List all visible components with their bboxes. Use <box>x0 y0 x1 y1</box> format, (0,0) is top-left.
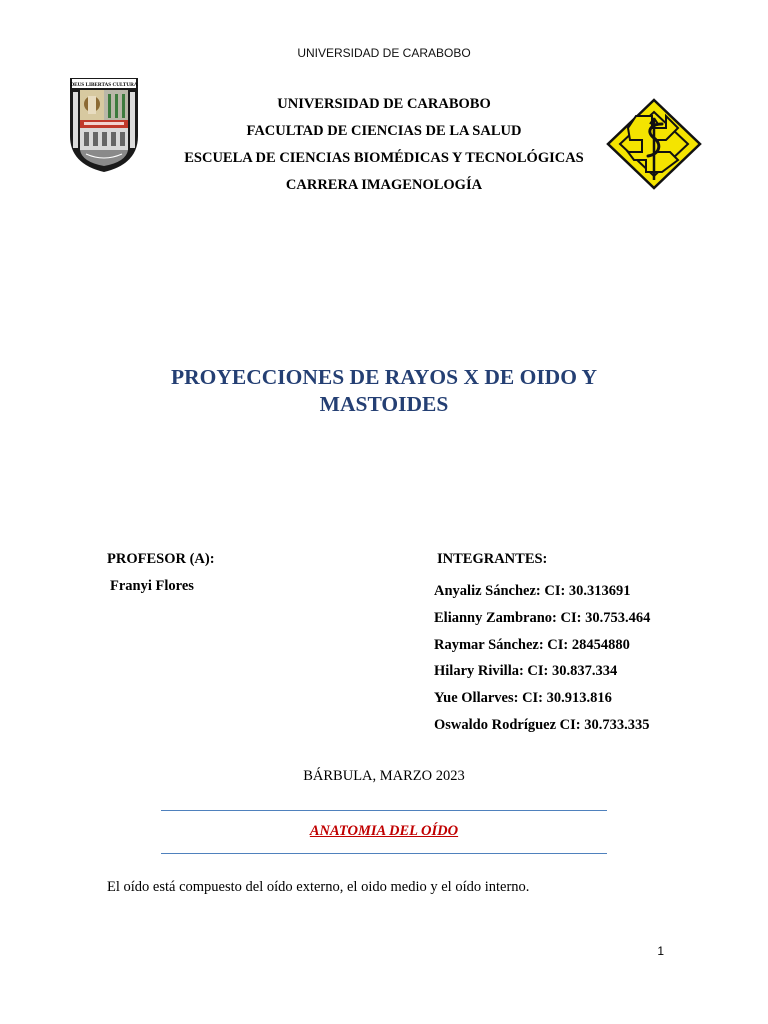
member-item: Raymar Sánchez: CI: 28454880 <box>434 636 630 653</box>
members-list <box>434 578 650 739</box>
document-title-line-1: PROYECCIONES DE RAYOS X DE OIDO Y <box>170 365 598 389</box>
body-paragraph: El oído está compuesto del oído externo, el oido medio y el oído interno. <box>107 879 530 895</box>
page-number: 1 <box>657 944 664 958</box>
section-rule-bottom <box>161 853 607 854</box>
member-item: Oswaldo Rodríguez CI: 30.733.335 <box>434 716 650 733</box>
member-item: Elianny Zambrano: CI: 30.753.464 <box>434 609 651 626</box>
professor-name: Franyi Flores <box>110 578 194 594</box>
institution-block <box>150 91 618 199</box>
seal-motto: DEUS LIBERTAS CULTURA <box>70 82 138 88</box>
section-heading: ANATOMIA DEL OÍDO <box>309 823 459 839</box>
members-label: INTEGRANTES: <box>437 551 548 567</box>
member-item: Hilary Rivilla: CI: 30.837.334 <box>434 663 618 680</box>
career-name: CARRERA IMAGENOLOGÍA <box>285 177 483 193</box>
document-title-line-2: MASTOIDES <box>319 392 449 416</box>
faculty-emblem-icon <box>606 98 702 190</box>
member-item: Anyaliz Sánchez: CI: 30.313691 <box>434 583 631 599</box>
school-name: ESCUELA DE CIENCIAS BIOMÉDICAS Y TECNOLÓGICAS <box>184 150 584 166</box>
faculty-name: FACULTAD DE CIENCIAS DE LA SALUD <box>246 123 522 139</box>
university-seal-icon <box>68 76 140 174</box>
place-date: BÁRBULA, MARZO 2023 <box>303 768 465 784</box>
member-item: Yue Ollarves: CI: 30.913.816 <box>434 690 612 707</box>
running-header: UNIVERSIDAD DE CARABOBO <box>297 46 471 60</box>
document-title <box>120 364 648 418</box>
professor-label: PROFESOR (A): <box>107 551 215 567</box>
university-name: UNIVERSIDAD DE CARABOBO <box>277 96 491 112</box>
section-rule-top <box>161 810 607 811</box>
